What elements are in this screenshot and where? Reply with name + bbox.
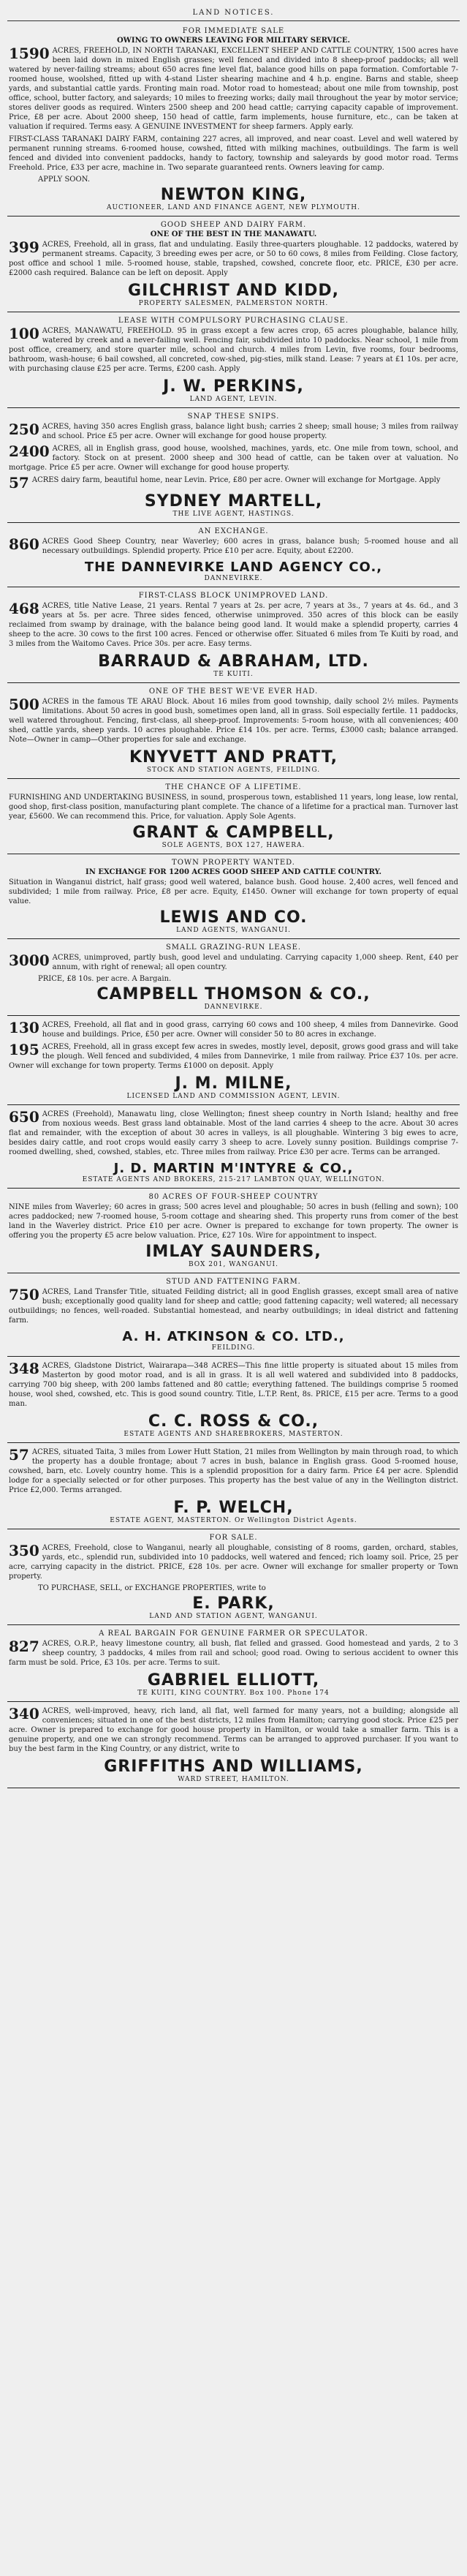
acreage-figure: 650: [9, 1108, 39, 1126]
acreage-figure: 500: [9, 696, 39, 713]
agent-address: LAND AND STATION AGENT, WANGANUI.: [149, 1613, 318, 1620]
ad-paragraph: [9, 1639, 458, 1668]
apply-note: PRICE, £8 10s. per acre. A Bargain.: [38, 975, 172, 983]
ad-paragraph: [9, 601, 458, 649]
acreage-figure: 195: [9, 1041, 39, 1058]
ad-paragraph: [9, 1287, 458, 1325]
ad-body-text: ACRES, Land Transfer Title, situated Feilding district; all in good English grasses, except small area of native bush; exceptionally good quality land for sheep and cattle; good fattening capacity; well watered; all necessary outbuildings; no fences, well-roaded. Substantial homestead, and nearby outbuildings; in ideal district and fattening farm.: [9, 1288, 458, 1325]
acreage-figure: 340: [9, 1705, 39, 1722]
land-advertisement: [7, 312, 460, 408]
ad-paragraph: [9, 1202, 458, 1240]
agent-name: J. W. PERKINS,: [163, 377, 304, 396]
agent-address: ESTATE AGENTS AND SHAREBROKERS, MASTERTON.: [124, 1431, 343, 1438]
acreage-figure: 3000: [9, 952, 50, 969]
agent-address: LICENSED LAND AND COMMISSION AGENT, LEVIN.: [126, 1093, 341, 1100]
agent-address: LAND AGENTS, WANGANUI.: [176, 927, 291, 934]
ad-paragraph: [9, 1361, 458, 1409]
land-advertisement: [7, 854, 460, 939]
ad-paragraph: [9, 1447, 458, 1495]
ad-paragraph: [9, 878, 458, 906]
acreage-figure: 57: [9, 1446, 29, 1464]
ad-subheading: ONE OF THE BEST IN THE MANAWATU.: [150, 230, 317, 238]
agent-address: AUCTIONEER, LAND AND FINANCE AGENT, NEW PLYMOUTH.: [106, 204, 361, 211]
agent-address: DANNEVIRKE.: [204, 575, 263, 582]
apply-note: TO PURCHASE, SELL, or EXCHANGE PROPERTIES, write to: [38, 1584, 266, 1592]
agent-address: FEILDING.: [211, 1344, 256, 1352]
acreage-figure: 350: [9, 1542, 39, 1559]
ad-body-text: FURNISHING AND UNDERTAKING BUSINESS, in sound, prosperous town, established 11 years, long lease, low rental, good shop, first-class position, manufacturing plant complete. The chance of a lifetime for a practical man. Turnover last year, £5600. We can recommend this. Price, for valuation. Apply Sole Agents.: [9, 794, 458, 821]
land-advertisement: [7, 1625, 460, 1702]
ad-paragraph: [9, 1020, 458, 1039]
agent-name: J. M. MILNE,: [175, 1074, 292, 1093]
land-advertisement: [7, 1529, 460, 1625]
ad-heading: ONE OF THE BEST WE'VE EVER HAD.: [148, 688, 319, 696]
ad-body-text: ACRES Good Sheep Country, near Waverley; 600 acres in grass, balance bush; 5-roomed house and all necessary outbuildings. Splendid property. Price £10 per acre. Equity, about £2200.: [42, 538, 458, 555]
land-advertisement: [7, 1273, 460, 1357]
ad-heading: LEASE WITH COMPULSORY PURCHASING CLAUSE.: [118, 317, 349, 325]
apply-note: APPLY SOON.: [38, 176, 90, 184]
ad-body-text: ACRES, situated Taita, 3 miles from Lower Hutt Station, 21 miles from Wellington by main through road, to which the property has a double frontage; about 7 acres in bush, balance in English grass. Good 5-roomed house, cowshed, barn, etc. Lovely country home. This is a splendid proposition for a dairy farm. Price £4 per acre. Splendid lodge for a specially selected or for other purposes. This property has the best value of any in the Wellington district. Price £2,000. Terms arranged.: [9, 1448, 458, 1494]
agent-name: GILCHRIST AND KIDD,: [128, 282, 339, 300]
land-advertisement: [7, 1016, 460, 1105]
agent-name: GRIFFITHS AND WILLIAMS,: [104, 1758, 363, 1776]
agent-address: ESTATE AGENT, MASTERTON. Or Wellington District Agents.: [110, 1517, 357, 1524]
acreage-figure: 827: [9, 1638, 39, 1655]
ad-body-text: ACRES, all in English grass, good house, woolshed, machines, yards, etc. One mile from town, school, and factory. Stock on at present. 2000 sheep and 300 head of cattle, can be taken over at valuation. No mortgage. Price £5 per acre. Owner will exchange for good house property.: [9, 445, 458, 472]
agent-address: WARD STREET, HAMILTON.: [178, 1776, 289, 1783]
ad-body-text: ACRES (Freehold), Manawatu ling, close Wellington; finest sheep country in North Island; healthy and free from noxious weeds. Best grass land obtainable. Most of the land carries 4 sheep to the acre. About 30 acres flat and remainder, with the exception of about 30 acres in valleys, is all ploughable. Wintering 3 big ewes to acre, besides dairy cattle, and root crops would easily carry 3 sheep to acre. Lovely sunny position. Buildings comprise 7-roomed dwelling, shed, cowshed, stables, etc. Three miles from railway. Price £30 per acre. Terms can be arranged.: [9, 1110, 458, 1156]
ad-body-text: ACRES, FREEHOLD, IN NORTH TARANAKI, EXCELLENT SHEEP AND CATTLE COUNTRY, 1500 acres have been laid down in mixed English grasses; well fenced and divided into 8 sheep-proof paddocks; all well watered by never-failing streams; about 650 acres fine level flat, balance good hills on papa formation. Comfortable 7-roomed house, woolshed, fitted up with 4-stand Lister shearing machine and 4 h.p. engine. Barns and stable, sheep yards, and substantial cattle yards. Fronting main road. Motor road to homestead; about one mile from township, post office, school, butter factory, and saleyards; 10 miles to freezing works; daily mail throughout the year by motor service; stores deliver goods as required. Winters 2500 sheep and 200 head cattle; carrying capacity capable of improvement. Price, £8 per acre. About 2000 sheep, 150 head of cattle, farm implements, house furniture, etc., can be taken at valuation if required. Terms easy. A GENUINE INVESTMENT for sheep farmers. Apply early.: [9, 47, 458, 131]
agent-address: TE KUITI.: [213, 671, 254, 678]
ad-body-text: ACRES, Freehold, all in grass, flat and undulating. Easily three-quarters ploughable. 12 paddocks, watered by permanent streams. Capacity, 3 breeding ewes per acre, or 50 to 60 cows, 8 miles from Feilding. Close factory, post office and school 1 mile. 5-roomed house, stable, trapshed, cowshed, concrete floor, etc. PRICE, £30 per acre. £2000 cash required. Balance can be left on deposit. Apply: [9, 241, 458, 277]
ad-paragraph: [9, 1042, 458, 1071]
ad-body-text: ACRES, unimproved, partly bush, good level and undulating. Carrying capacity 1,000 sheep. Rent, £40 per annum, with right of renewal; all open country.: [52, 954, 458, 971]
ad-heading: GOOD SHEEP AND DAIRY FARM.: [160, 221, 307, 229]
ad-body-text: ACRES, MANAWATU, FREEHOLD. 95 in grass except a few acres crop, 65 acres ploughable, balance hilly, watered by creek and a never-failing well. Fencing fair, subdivided into 10 paddocks. Near school, 1 mile from post office, creamery, and store quarter mile, school and church. 4 miles from Levin, five rooms, four bedrooms, bathroom, wash-house; 6 bail cowshed, all concreted, cow-shed, pig-sties, milk stand. Lease: 7 years at £1 10s. per acre, with purchasing clause £25 per acre. Terms, £200 cash. Apply: [9, 327, 458, 373]
acreage-figure: 348: [9, 1360, 39, 1377]
ad-body-text: ACRES, well-improved, heavy, rich land, all flat, well farmed for many years, not a building; alongside all conveniences; situated in one of the best districts, 12 miles from Hamilton; carrying good stock. Price £25 per acre. Owner is prepared to exchange for good house property in Hamilton, or would take a smaller farm. This is a genuine property, and one we can strongly recommend. Terms can be arranged to approved purchaser. If you want to buy the best farm in the King Country, or any district, write to: [9, 1707, 458, 1753]
land-advertisement: [7, 1357, 460, 1443]
ads-column: [7, 23, 460, 1788]
agent-name: A. H. ATKINSON & CO. LTD.,: [122, 1329, 345, 1344]
agent-name: SYDNEY MARTELL,: [144, 492, 323, 511]
ad-paragraph: [9, 135, 458, 173]
agent-name: J. D. MARTIN M'INTYRE & CO.,: [113, 1161, 354, 1176]
ad-body-text: ACRES in the famous TE ARAU Block. About 16 miles from good township, daily school 2½ miles. Payments limitations. About 50 acres in good bush, sometimes open land, all in grass. Soil especially fertile. 11 paddocks, well watered throughout. Fencing, first-class, all sheep-proof. Improvements: 5-room house, with all conveniences; 400 shed, cattle yards, sheep yards. 10 acres ploughable. Price £14 10s. per acre. Terms, £3000 cash; balance arranged. Note—Owner in camp—Other properties for sale and exchange.: [9, 698, 458, 744]
agent-address: ESTATE AGENTS AND BROKERS, 215-217 LAMBTON QUAY, WELLINGTON.: [82, 1176, 385, 1183]
ad-paragraph: [9, 422, 458, 441]
agent-name: LEWIS AND CO.: [159, 908, 308, 927]
ad-heading: SMALL GRAZING-RUN LEASE.: [165, 944, 302, 952]
acreage-figure: 100: [9, 325, 39, 342]
agent-name: NEWTON KING,: [160, 186, 307, 204]
acreage-figure: 468: [9, 600, 39, 617]
acreage-figure: 860: [9, 535, 39, 553]
ad-heading: SNAP THESE SNIPS.: [187, 413, 280, 421]
acreage-figure: 250: [9, 421, 39, 438]
acreage-figure: 1590: [9, 45, 50, 62]
land-advertisement: [7, 23, 460, 216]
ad-heading: AN EXCHANGE.: [198, 527, 269, 535]
land-advertisement: [7, 779, 460, 854]
acreage-figure: 2400: [9, 442, 50, 460]
agent-name: IMLAY SAUNDERS,: [145, 1243, 322, 1261]
ad-paragraph: [9, 46, 458, 132]
agent-name: C. C. ROSS & CO.,: [148, 1412, 319, 1431]
acreage-figure: 750: [9, 1286, 39, 1303]
agent-name: THE DANNEVIRKE LAND AGENCY CO.,: [84, 560, 383, 575]
ad-heading: FOR SALE.: [209, 1534, 258, 1542]
acreage-figure: 130: [9, 1019, 39, 1036]
acreage-figure: 399: [9, 238, 39, 256]
ad-paragraph: [9, 1543, 458, 1581]
agent-name: E. PARK,: [192, 1594, 275, 1613]
agent-name: CAMPBELL THOMSON & CO.,: [96, 985, 371, 1003]
land-advertisement: [7, 1702, 460, 1788]
ad-paragraph: [9, 444, 458, 472]
agent-name: KNYVETT AND PRATT,: [129, 748, 338, 767]
agent-address: DANNEVIRKE.: [204, 1003, 263, 1011]
ad-paragraph: [9, 697, 458, 745]
acreage-figure: 57: [9, 474, 29, 492]
ad-paragraph: [9, 793, 458, 821]
ad-heading: A REAL BARGAIN FOR GENUINE FARMER OR SPECULATOR.: [99, 1630, 368, 1638]
ad-body-text: ACRES, title Native Lease, 21 years. Rental 7 years at 2s. per acre, 7 years at 3s., 7 years at 4s. 6d., and 3 years at 5s. per acre. Three sides fenced, otherwise unimproved. 350 acres of this block can be easily reclaimed from swamp by drainage, with the balance being good land. It would make a splendid property, carries 4 sheep to the acre. 30 cows to the first 100 acres. Fenced or otherwise offer. Situated 6 miles from Te Kuiti by road, and 3 miles from the Waitomo Caves. Price 30s. per acre. Easy terms.: [9, 602, 458, 648]
ad-body-text: FIRST-CLASS TARANAKI DAIRY FARM, containing 227 acres, all improved, and near coast. Level and well watered by permanent running streams. 6-roomed house, cowshed, fitted with milking machines, outbuildings. The farm is well fenced and divided into convenient paddocks, handy to factory, township and saleyards by good motor road. Terms Freehold. Price, £33 per acre, machine in. Two separate guaranteed rents. Owners leaving for camp.: [9, 135, 458, 172]
ad-body-text: ACRES, O.R.P., heavy limestone country, all bush, flat felled and grassed. Good homestead and yards, 2 to 3 sheep country, 3 paddocks, 4 miles from rail and school; good road. Owing to serious accident to owner this farm must be sold. Price, £3 10s. per acre. Terms to suit.: [9, 1640, 458, 1667]
ad-heading: STUD AND FATTENING FARM.: [166, 1278, 301, 1286]
land-advertisement: [7, 683, 460, 779]
land-advertisement: [7, 1443, 460, 1529]
ad-heading: 80 ACRES OF FOUR-SHEEP COUNTRY: [148, 1193, 319, 1201]
ad-body-text: ACRES, Gladstone District, Wairarapa—348 ACRES—This fine little property is situated about 15 miles from Masterton by good motor road, and is all in grass. It is all well watered and subdivided into 8 paddocks, carrying 700 big sheep, with 200 lambs fattened and 80 cattle; everything fattened. The buildings comprise 5 roomed house, wool shed, cowshed, etc. This is good sound country. Title, L.T.P. Rent, 8s. PRICE, £15 per acre. Terms to a good man.: [9, 1362, 458, 1408]
land-advertisement: [7, 523, 460, 587]
land-advertisement: [7, 408, 460, 523]
ad-heading: THE CHANCE OF A LIFETIME.: [165, 783, 302, 791]
ad-body-text: ACRES, Freehold, all flat and in good grass, carrying 60 cows and 100 sheep, 4 miles from Dannevirke. Good house and buildings. Price, £50 per acre. Owner will consider 50 to 80 acres in exchange.: [42, 1021, 458, 1039]
agent-address: THE LIVE AGENT, HASTINGS.: [172, 511, 295, 518]
masthead: LAND NOTICES.: [7, 6, 460, 21]
ad-body-text: ACRES, Freehold, all in grass except few acres in swedes, mostly level, deposit, grows good grass and will take the plough. Well fenced and subdivided, 4 miles from Dannevirke, 1 mile from railway. Price £37 10s. per acre. Owner will exchange for town property. Terms £1000 on deposit. Apply: [9, 1043, 458, 1070]
agent-name: BARRAUD & ABRAHAM, LTD.: [98, 652, 369, 671]
ad-paragraph: [9, 240, 458, 278]
land-advertisement: [7, 939, 460, 1016]
agent-address: SOLE AGENTS, BOX 127, HAWERA.: [162, 842, 305, 849]
agent-address: PROPERTY SALESMEN, PALMERSTON NORTH.: [138, 300, 329, 307]
ad-body-text: Situation in Wanganui district, half grass; good well watered, balance bush. Good house. 2,400 acres, well fenced and subdivided; 1 mile from railway. Price, £8 per acre. Equity, £1450. Owner will exchange for town property of equal value.: [9, 878, 458, 905]
ad-subheading: IN EXCHANGE FOR 1200 ACRES GOOD SHEEP AND CATTLE COUNTRY.: [86, 868, 381, 876]
land-advertisement: [7, 1189, 460, 1273]
agent-name: GABRIEL ELLIOTT,: [147, 1671, 320, 1690]
ad-heading: FIRST-CLASS BLOCK UNIMPROVED LAND.: [138, 592, 329, 600]
agent-address: BOX 201, WANGANUI.: [189, 1261, 278, 1268]
land-advertisement: [7, 216, 460, 312]
agent-name: GRANT & CAMPBELL,: [132, 824, 335, 842]
ad-body-text: NINE miles from Waverley; 60 acres in grass; 500 acres level and ploughable; 50 acres in bush (felling and sown); 100 acres paddocked; new 7-roomed house, 5-room cottage and shearing shed. This property runs from comer of the best land in the Waverley district. Price £10 per acre. Owner is prepared to exchange for town property. The owner is offering you the property £5 acre below valuation. Price, £27 10s. Wire for appointment to inspect.: [9, 1203, 458, 1240]
ad-paragraph: [9, 953, 458, 972]
ad-paragraph: [9, 1110, 458, 1157]
agent-name: F. P. WELCH,: [173, 1499, 294, 1517]
ad-body-text: ACRES, Freehold, close to Wanganui, nearly all ploughable, consisting of 8 rooms, garden, orchard, stables, yards, etc., splendid run, subdivided into 10 paddocks, well watered and fenced; rich loamy soil. Price, 25 per acre, carrying capacity in the district. PRICE, £28 10s. per acre. Owner will exchange for smaller property or Town property.: [9, 1544, 458, 1581]
ad-heading: TOWN PROPERTY WANTED.: [172, 859, 295, 867]
agent-address: LAND AGENT, LEVIN.: [189, 396, 278, 403]
agent-address: STOCK AND STATION AGENTS, FEILDING.: [146, 767, 321, 774]
ad-paragraph: [9, 474, 458, 492]
ad-body-text: ACRES dairy farm, beautiful home, near Levin. Price, £80 per acre. Owner will exchange for Mortgage. Apply: [31, 476, 441, 484]
ad-heading: FOR IMMEDIATE SALE: [182, 27, 285, 35]
ad-body-text: ACRES, having 350 acres English grass, balance light bush; carries 2 sheep; small house; 3 miles from railway and school. Price £5 per acre. Owner will exchange for good house property.: [42, 423, 458, 440]
ad-paragraph: [9, 1706, 458, 1754]
land-advertisement: [7, 1105, 460, 1189]
land-advertisement: [7, 587, 460, 683]
ad-paragraph: [9, 537, 458, 556]
ad-paragraph: [9, 326, 458, 374]
agent-address: TE KUITI, KING COUNTRY. Box 100. Phone 174: [137, 1690, 330, 1697]
ad-subheading: OWING TO OWNERS LEAVING FOR MILITARY SERVICE.: [116, 37, 351, 45]
